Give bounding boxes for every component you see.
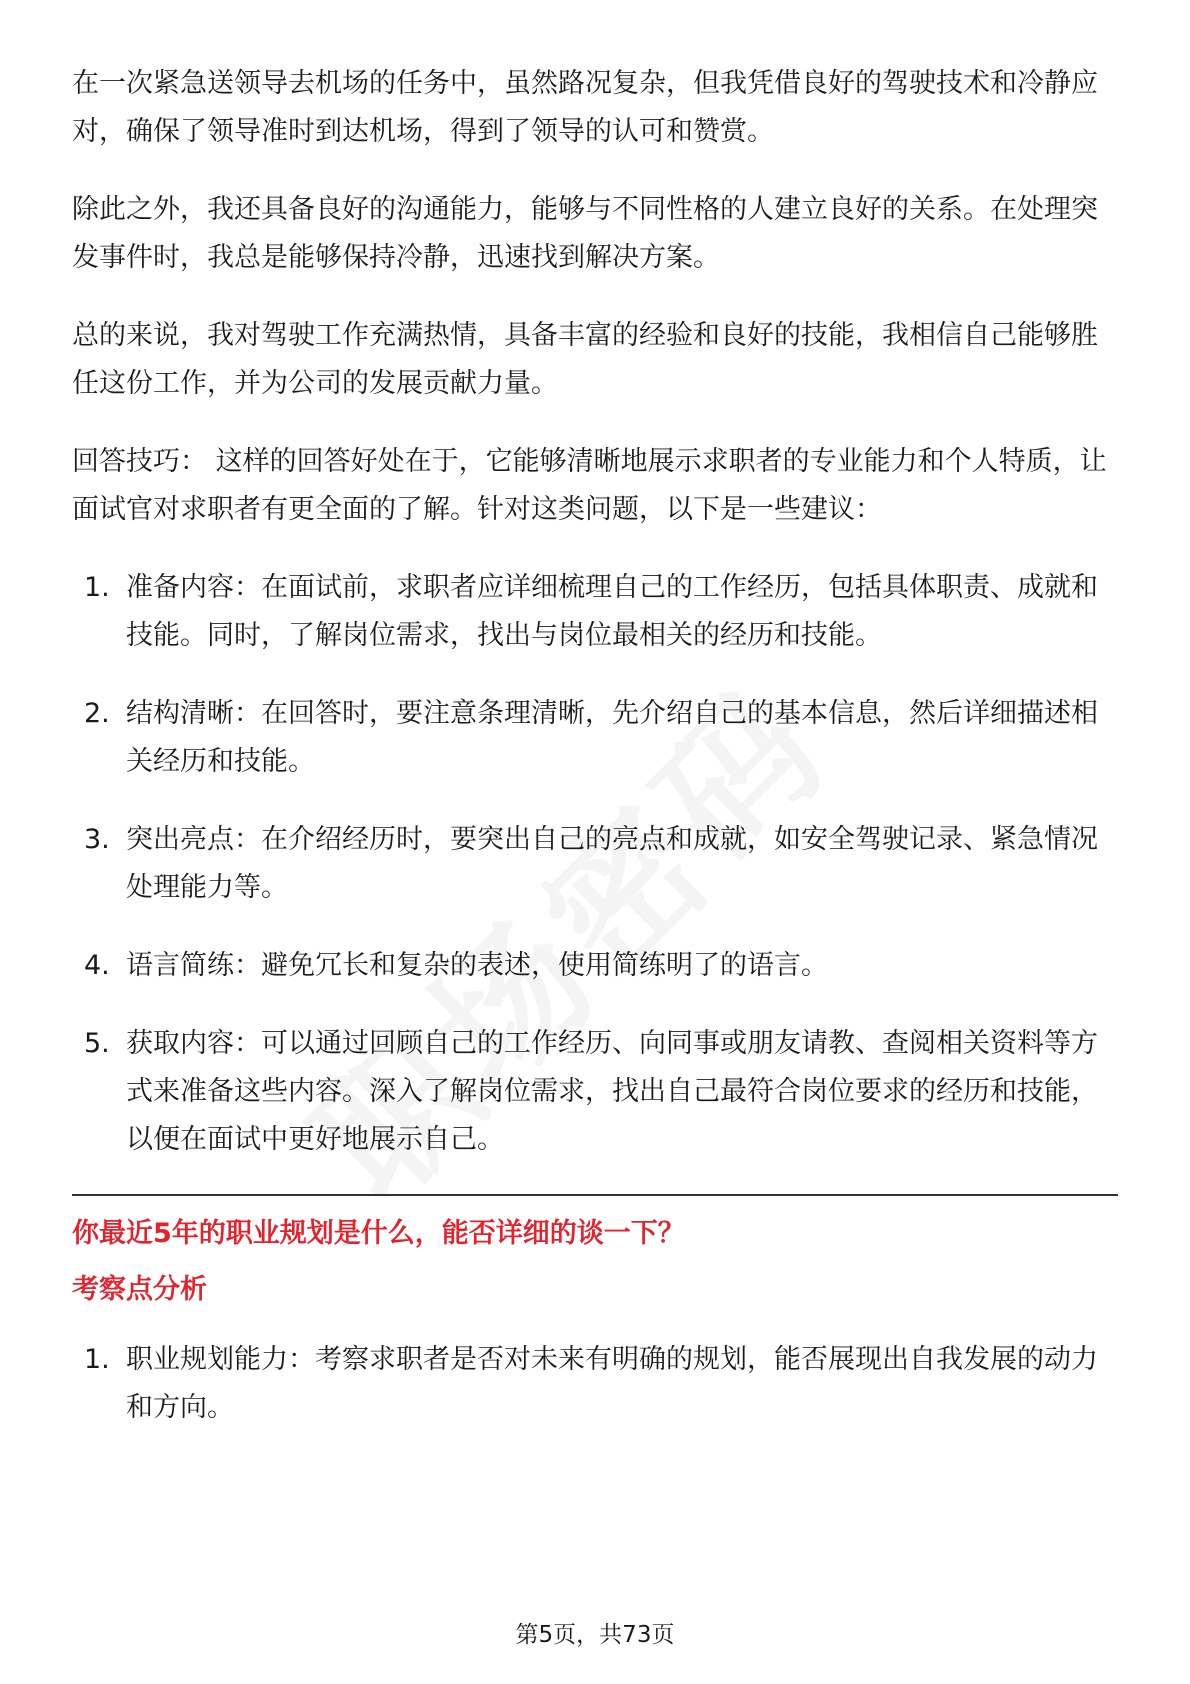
list-item-text: 结构清晰：在回答时，要注意条理清晰，先介绍自己的基本信息，然后详细描述相关经历和技能。 [126, 698, 1098, 777]
paragraph: 总的来说，我对驾驶工作充满热情，具备丰富的经验和良好的技能，我相信自己能够胜任这份工作，并为公司的发展贡献力量。 [72, 320, 1098, 399]
list-item-text: 突出亮点：在介绍经历时，要突出自己的亮点和成就，如安全驾驶记录、紧急情况处理能力等。 [126, 824, 1098, 903]
list-number: 5. [84, 1028, 110, 1059]
list-item-text: 准备内容：在面试前，求职者应详细梳理自己的工作经历，包括具体职责、成就和技能。同时，了解岗位需求，找出与岗位最相关的经历和技能。 [126, 572, 1098, 651]
list-item-text: 职业规划能力：考察求职者是否对未来有明确的规划，能否展现出自我发展的动力和方向。 [126, 1344, 1098, 1423]
analysis-list [72, 1336, 1118, 1432]
answer-tips-paragraph: 回答技巧： 这样的回答好处在于，它能够清晰地展示求职者的专业能力和个人特质，让面试官对求职者有更全面的了解。针对这类问题，以下是一些建议： [72, 446, 1107, 525]
page-footer: 第5页，共73页 [515, 1622, 675, 1648]
paragraph: 除此之外，我还具备良好的沟通能力，能够与不同性格的人建立良好的关系。在处理突发事件时，我总是能够保持冷静，迅速找到解决方案。 [72, 194, 1098, 273]
list-item [72, 690, 1118, 786]
list-number: 1. [84, 1344, 110, 1375]
list-item [72, 1020, 1118, 1164]
page-content [72, 60, 1118, 1462]
list-item [72, 816, 1118, 912]
list-number: 2. [84, 698, 110, 729]
list-number: 4. [84, 950, 110, 981]
list-item [72, 1336, 1118, 1432]
list-number: 3. [84, 824, 110, 855]
list-item-text: 语言简练：避免冗长和复杂的表述，使用简练明了的语言。 [126, 950, 828, 981]
section-title: 考察点分析 [72, 1274, 207, 1305]
list-number: 1. [84, 572, 110, 603]
list-item-text: 获取内容：可以通过回顾自己的工作经历、向同事或朋友请教、查阅相关资料等方式来准备这些内容。深入了解岗位需求，找出自己最符合岗位要求的经历和技能，以便在面试中更好地展示自己。 [126, 1028, 1098, 1155]
list-item [72, 564, 1118, 660]
section-divider [72, 1194, 1118, 1196]
paragraph: 在一次紧急送领导去机场的任务中，虽然路况复杂，但我凭借良好的驾驶技术和冷静应对，确保了领导准时到达机场，得到了领导的认可和赞赏。 [72, 68, 1098, 147]
interview-question: 你最近5年的职业规划是什么，能否详细的谈一下？ [72, 1218, 685, 1249]
list-item [72, 942, 1118, 990]
tips-list [72, 564, 1118, 1164]
